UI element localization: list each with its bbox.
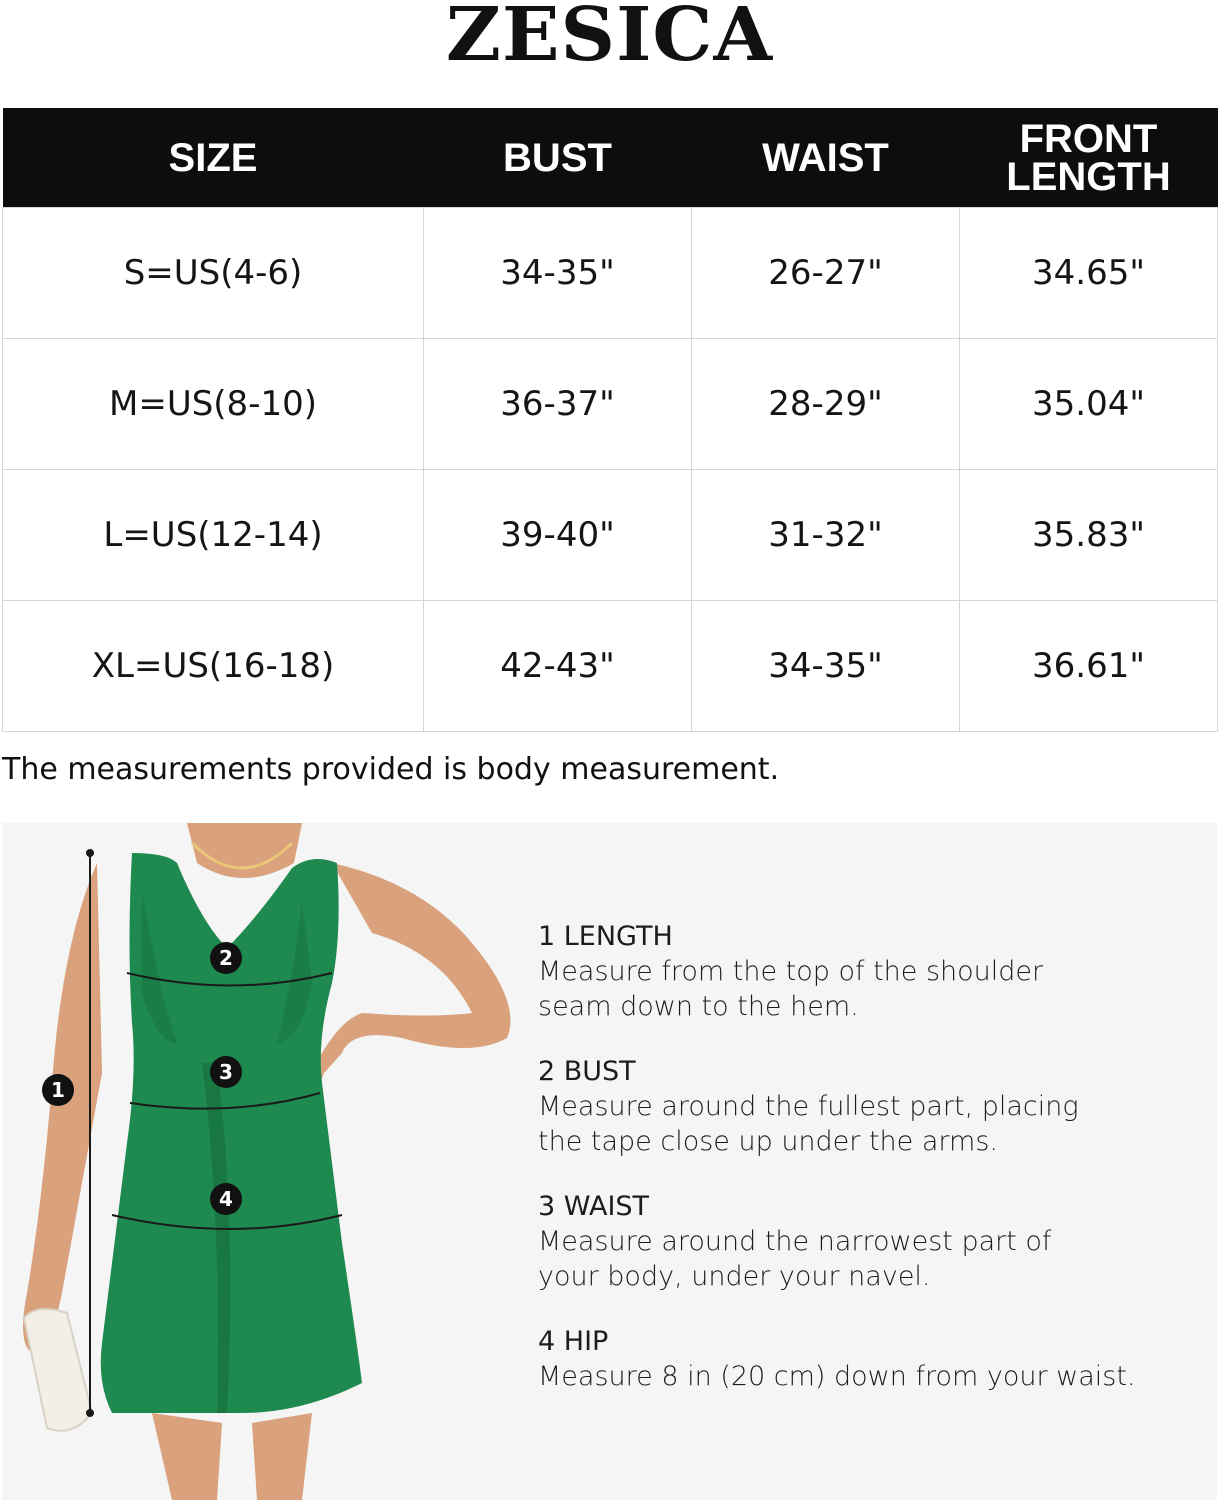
instruction-bust: [538, 1054, 1198, 1159]
measurement-instructions: [538, 919, 1198, 1424]
header-front-length: FRONT LENGTH: [960, 108, 1218, 208]
table-row: [3, 339, 1218, 470]
cell-front-length: 35.04": [960, 339, 1218, 470]
cell-bust: 34-35": [424, 208, 692, 339]
cell-bust: 39-40": [424, 470, 692, 601]
instruction-description: Measure 8 in (20 cm) down from your waist.: [538, 1361, 1136, 1392]
instruction-description: Measure around the fullest part, placing the tape close up under the arms.: [538, 1091, 1079, 1157]
svg-text:1: 1: [51, 1078, 65, 1102]
svg-text:4: 4: [219, 1187, 233, 1211]
svg-text:3: 3: [219, 1060, 233, 1084]
header-bust: BUST: [424, 108, 692, 208]
cell-size: M=US(8-10): [3, 339, 424, 470]
instruction-description: Measure from the top of the shoulder seam down to the hem.: [538, 956, 1044, 1022]
cell-size: XL=US(16-18): [3, 601, 424, 732]
instruction-title: 3 WAIST: [538, 1191, 650, 1222]
table-row: [3, 208, 1218, 339]
measurement-note: The measurements provided is body measurement.: [2, 752, 780, 787]
header-waist: WAIST: [692, 108, 960, 208]
instruction-title: 2 BUST: [538, 1056, 636, 1087]
instruction-hip: [538, 1324, 1198, 1394]
cell-front-length: 34.65": [960, 208, 1218, 339]
table-row: [3, 601, 1218, 732]
instruction-description: Measure around the narrowest part of your body, under your navel.: [538, 1226, 1052, 1292]
instruction-length: [538, 919, 1198, 1024]
cell-front-length: 36.61": [960, 601, 1218, 732]
instruction-title: 4 HIP: [538, 1326, 609, 1357]
cell-size: L=US(12-14): [3, 470, 424, 601]
brand-logo: ZESICA: [445, 0, 774, 78]
marker-2-badge: [210, 942, 242, 974]
header-size: SIZE: [3, 108, 424, 208]
marker-4-badge: [210, 1183, 242, 1215]
instruction-title: 1 LENGTH: [538, 921, 673, 952]
cell-bust: 42-43": [424, 601, 692, 732]
cell-waist: 28-29": [692, 339, 960, 470]
cell-waist: 31-32": [692, 470, 960, 601]
table-row: [3, 470, 1218, 601]
cell-size: S=US(4-6): [3, 208, 424, 339]
cell-waist: 26-27": [692, 208, 960, 339]
instruction-waist: [538, 1189, 1198, 1294]
size-chart-table: [2, 108, 1218, 732]
cell-front-length: 35.83": [960, 470, 1218, 601]
dress-figure-illustration: [2, 823, 522, 1500]
marker-1-badge: [42, 1074, 74, 1106]
marker-3-badge: [210, 1056, 242, 1088]
svg-text:2: 2: [219, 946, 233, 970]
cell-waist: 34-35": [692, 601, 960, 732]
table-header-row: [3, 108, 1218, 208]
cell-bust: 36-37": [424, 339, 692, 470]
measuring-guide-panel: [2, 823, 1217, 1500]
